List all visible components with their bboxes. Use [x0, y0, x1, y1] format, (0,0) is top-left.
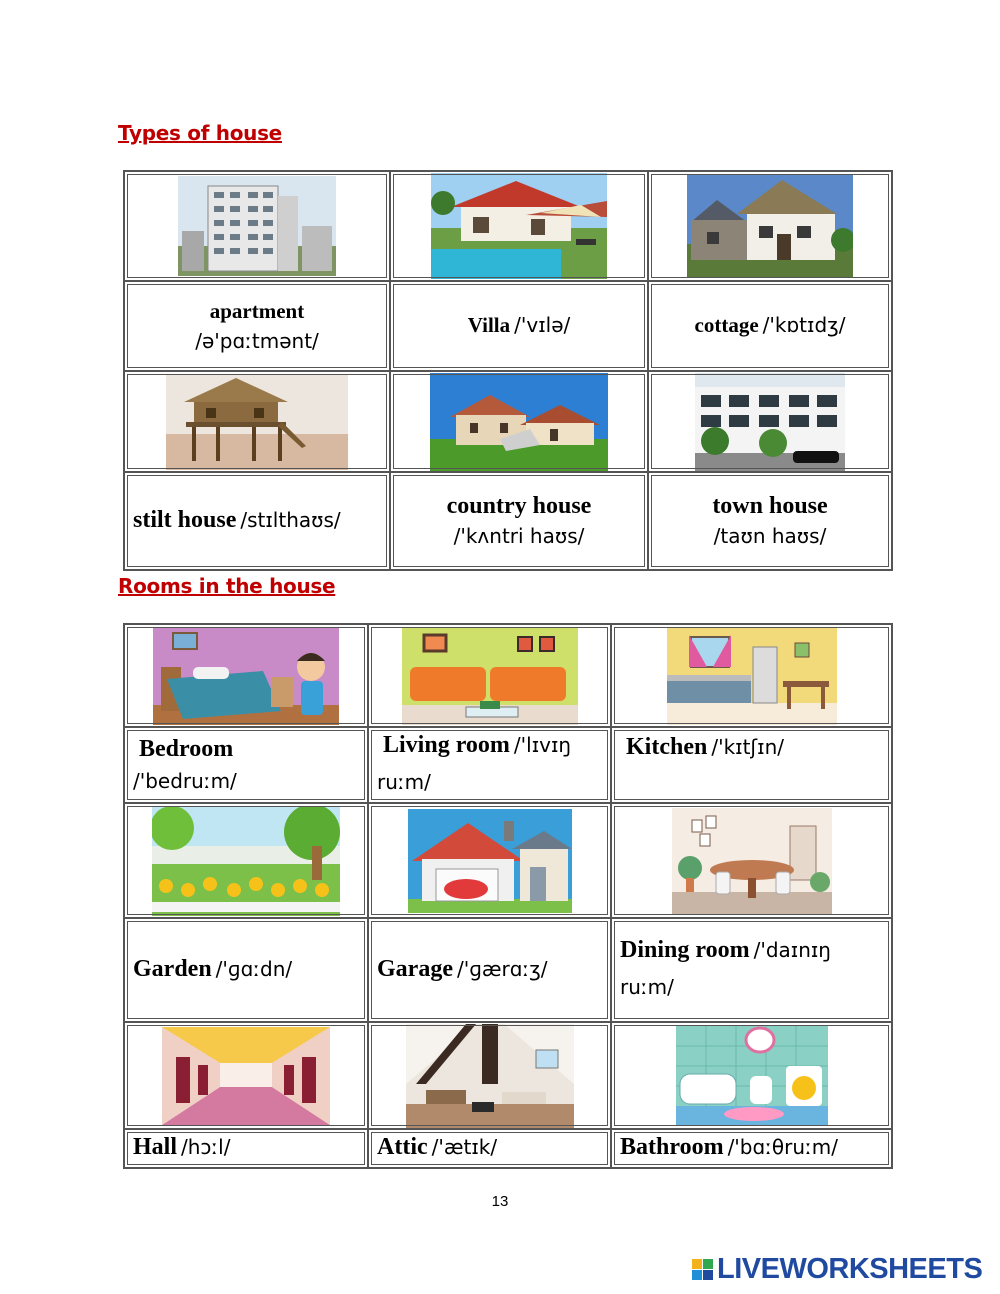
cottage-image — [687, 174, 853, 278]
ipa: /'daɪnɪŋ ruːm/ — [620, 938, 831, 999]
word: Bedroom — [139, 736, 234, 762]
picture-cell — [390, 371, 648, 472]
vocab-cell — [648, 281, 892, 371]
living-room-image — [402, 627, 578, 725]
hall-image — [162, 1027, 330, 1125]
garden-image — [152, 806, 340, 916]
ipa: /'kʌntri haʊs/ — [453, 524, 585, 548]
ipa: /'bɑːθruːm/ — [727, 1135, 839, 1159]
bedroom-image — [153, 627, 339, 725]
rooms-table — [123, 623, 893, 1169]
picture-cell — [648, 371, 892, 472]
picture-cell — [611, 1022, 892, 1129]
picture-cell — [648, 171, 892, 281]
word: Living room — [383, 732, 510, 758]
word: town house — [712, 493, 828, 519]
vocab-cell — [124, 727, 368, 803]
picture-cell — [368, 803, 611, 918]
vocab-cell — [611, 918, 892, 1022]
rooms-heading: Rooms in the house — [118, 574, 336, 598]
word: stilt house — [133, 506, 237, 533]
vocab-cell — [390, 281, 648, 371]
town-house-image — [695, 373, 845, 471]
word: Villa — [467, 312, 511, 337]
vocab-cell — [124, 472, 390, 570]
word: cottage — [694, 312, 759, 337]
brand-name: LIVEWORKSHEETS — [717, 1253, 983, 1285]
vocab-cell — [648, 472, 892, 570]
vocab-cell — [368, 727, 611, 803]
apartment-image — [178, 176, 336, 276]
picture-cell — [611, 624, 892, 727]
word: Bathroom — [620, 1134, 724, 1160]
vocab-cell — [124, 1129, 368, 1168]
ipa: /hɔːl/ — [181, 1135, 231, 1159]
stilt-house-image — [166, 374, 348, 470]
ipa: /'kɒtɪdʒ/ — [762, 312, 846, 337]
country-house-image — [430, 373, 608, 471]
picture-cell — [390, 171, 648, 281]
ipa: /taʊn haʊs/ — [713, 524, 827, 548]
kitchen-image — [667, 627, 837, 725]
picture-cell — [611, 803, 892, 918]
villa-image — [431, 173, 607, 279]
picture-cell — [124, 624, 368, 727]
picture-cell — [124, 803, 368, 918]
word: Garage — [377, 955, 453, 982]
types-table — [123, 170, 893, 571]
picture-cell — [368, 1022, 611, 1129]
vocab-cell — [368, 918, 611, 1022]
ipa: /'lɪvɪŋ ruːm/ — [377, 733, 572, 794]
page-number: 13 — [491, 1193, 509, 1210]
bathroom-image — [676, 1026, 828, 1126]
word: Dining room — [620, 937, 750, 963]
picture-cell — [124, 171, 390, 281]
attic-image — [406, 1024, 574, 1128]
word: Attic — [377, 1134, 428, 1160]
types-heading: Types of house — [118, 121, 282, 145]
ipa: /'bedruːm/ — [133, 769, 237, 793]
picture-cell — [124, 371, 390, 472]
ipa: /'ɡærɑːʒ/ — [456, 956, 548, 981]
garage-image — [408, 809, 572, 913]
vocab-cell — [611, 1129, 892, 1168]
vocab-cell — [390, 472, 648, 570]
ipa: /'ætɪk/ — [431, 1135, 498, 1159]
logo-blocks-icon — [692, 1259, 713, 1280]
vocab-cell — [611, 727, 892, 803]
liveworksheets-logo[interactable] — [692, 1253, 982, 1286]
dining-room-image — [672, 808, 832, 914]
word: Hall — [133, 1134, 178, 1160]
word: country house — [446, 493, 592, 519]
word: Garden — [133, 955, 212, 982]
word: apartment — [209, 299, 305, 323]
vocab-cell — [124, 281, 390, 371]
ipa: /'vɪlə/ — [514, 312, 571, 337]
word: Kitchen — [626, 734, 708, 760]
ipa: /ə'pɑːtmənt/ — [195, 329, 319, 353]
vocab-cell — [124, 918, 368, 1022]
ipa: /'kɪtʃɪn/ — [711, 735, 784, 759]
ipa: /'ɡɑːdn/ — [215, 956, 293, 981]
picture-cell — [124, 1022, 368, 1129]
ipa: /stɪlthaʊs/ — [240, 507, 341, 532]
vocab-cell — [368, 1129, 611, 1168]
picture-cell — [368, 624, 611, 727]
